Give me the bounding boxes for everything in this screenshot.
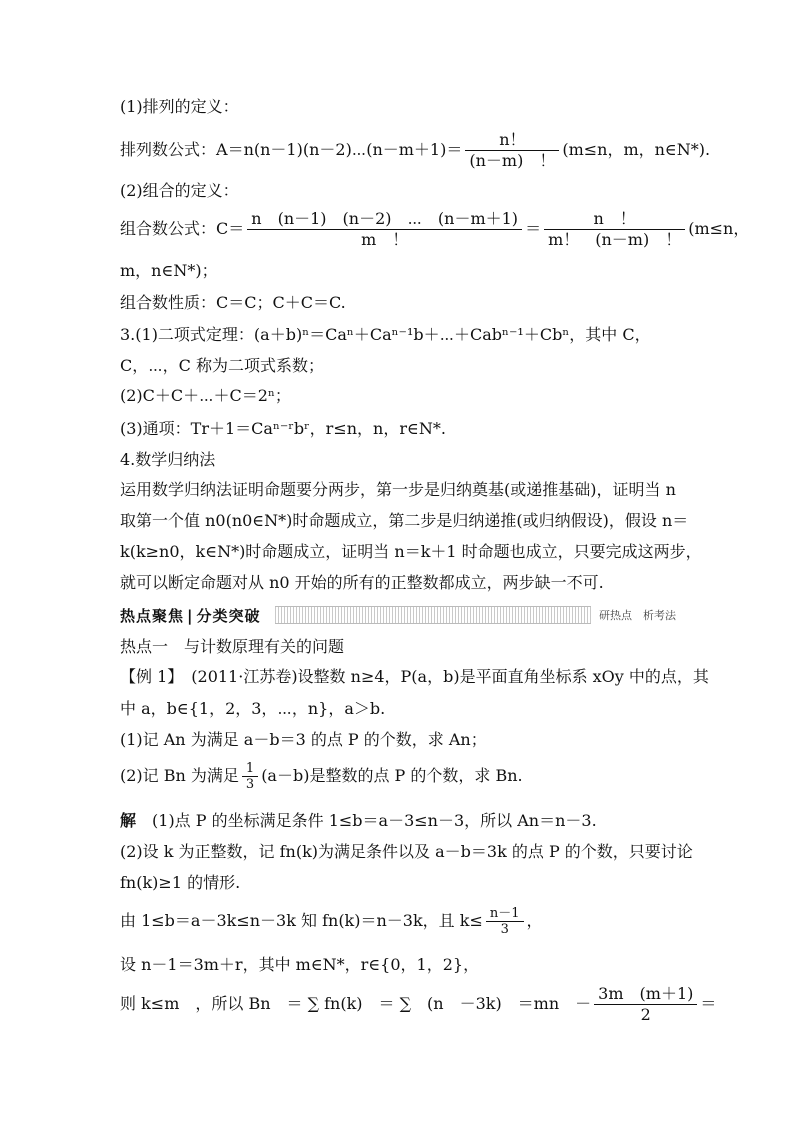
paragraph-induction-3: k(k≥n0，k∈N*)时命题成立，证明当 n＝k＋1 时命题也成立，只要完成这两步，: [120, 542, 702, 561]
paragraph-induction-2: 取第一个值 n0(n0∈N*)时命题成立，第二步是归纳递推(或归纳假设)，假设 n＝: [120, 511, 689, 530]
solution-line-5: 设 n－1＝3m＋r，其中 m∈N*，r∈{0，1，2}，: [120, 955, 480, 974]
one-third-fraction: $\frac{1}{3}$: [242, 761, 258, 792]
line-combination-definition: (2)组合的定义：: [120, 181, 239, 200]
line-combination-properties: 组合数性质：C＝C；C＋C＝C.: [120, 293, 346, 312]
line-permutation-definition: (1)排列的定义：: [120, 97, 239, 116]
paragraph-induction-4: 就可以断定命题对从 n0 开始的所有的正整数都成立，两步缺一不可.: [120, 573, 604, 592]
line-binomial-theorem: 3.(1)二项式定理：(a＋b)ⁿ＝Caⁿ＋Caⁿ⁻¹b＋⋯＋Cabⁿ⁻¹＋Cbⁿ，其中 C，: [120, 325, 651, 344]
section-heading-induction: 4.数学归纳法: [120, 450, 216, 469]
line-combination-formula: 组合数公式：C＝ $\frac{n (n-1) (n-2) \cdots (n-m+1)}{m !}$ ＝ $\frac{n !}{m! (n-m) !}$ (m≤n，: [120, 209, 750, 249]
hotspot-heading: 热点一 与计数原理有关的问题: [120, 637, 345, 656]
solution-line-4: 由 1≤b＝a－3k≤n－3k 知 fn(k)＝n－3k，且 k≤ $\frac{n-1}{3}$ ，: [120, 906, 543, 937]
line-general-term: (3)通项：Tr＋1＝Caⁿ⁻ʳbʳ，r≤n，n，r∈N*.: [120, 419, 446, 438]
solution-line-2: (2)设 k 为正整数，记 fn(k)为满足条件以及 a－b＝3k 的点 P 的个数，只要讨论: [120, 842, 693, 861]
solution-line-1: 解 (1)点 P 的坐标满足条件 1≤b＝a－3≤n－3，所以 An＝n－3.: [120, 811, 597, 830]
line-permutation-formula: 排列数公式：A＝n(n－1)(n－2)⋯(n－m＋1)＝ $\frac{n!}{(n-m) !}$ (m≤n，m，n∈N*).: [120, 130, 711, 170]
example-line-1: 【例 1】 (2011·江苏卷)设整数 n≥4，P(a，b)是平面直角坐标系 xOy 中的点，其: [120, 667, 709, 686]
solution-line-3: fn(k)≥1 的情形.: [120, 873, 241, 892]
line-combination-formula-cont: m，n∈N*)；: [120, 261, 218, 280]
sum-fraction: $\frac{3m (m+1)}{2}$: [594, 984, 697, 1025]
example-line-2: 中 a，b∈{1，2，3，⋯，n}，a＞b.: [120, 699, 386, 718]
banner-stripe: [275, 606, 591, 624]
combination-fraction-2: $\frac{n !}{m! (n-m) !}$: [544, 209, 685, 250]
line-coefficient-sum: (2)C＋C＋⋯＋C＝2ⁿ；: [120, 386, 291, 405]
banner-subtitle: 研热点 析考法: [599, 609, 676, 622]
permutation-fraction: $\frac{n!}{(n-m) !}$: [465, 130, 559, 171]
solution-label: 解: [120, 811, 137, 830]
example-question-1: (1)记 An 为满足 a－b＝3 的点 P 的个数，求 An；: [120, 730, 487, 749]
k-bound-fraction: $\frac{n-1}{3}$: [486, 906, 524, 937]
section-banner: [120, 604, 676, 626]
banner-title: 热点聚焦 | 分类突破: [120, 606, 261, 625]
solution-line-6: 则 k≤m ，所以 Bn ＝ ∑ fn(k) ＝ ∑ (n －3k) ＝mn － $\frac{3m (m+1)}{2}$ ＝: [120, 984, 717, 1024]
line-binomial-coefficients: C，⋯，C 称为二项式系数；: [120, 356, 324, 375]
example-question-2: (2)记 Bn 为满足 $\frac{1}{3}$ (a－b)是整数的点 P 的个数，求 Bn.: [120, 761, 523, 792]
combination-fraction-1: $\frac{n (n-1) (n-2) \cdots (n-m+1)}{m !}$: [247, 209, 522, 250]
paragraph-induction-1: 运用数学归纳法证明命题要分两步，第一步是归纳奠基(或递推基础)，证明当 n: [120, 480, 676, 499]
